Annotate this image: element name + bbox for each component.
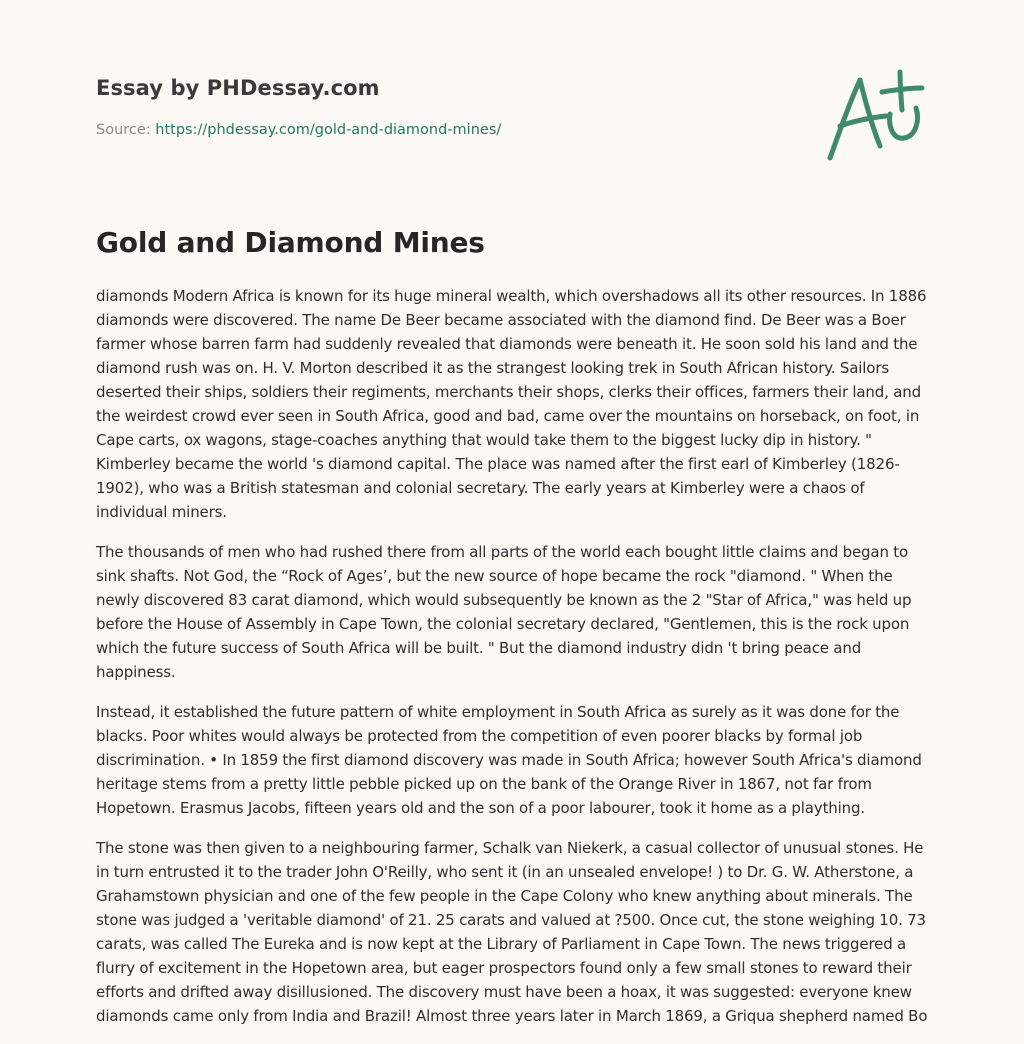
essay-body bbox=[96, 284, 932, 1044]
source-label: Source: bbox=[96, 122, 156, 138]
site-title: Essay by PHDessay.com bbox=[96, 76, 380, 100]
essay-paragraph: The thousands of men who had rushed there from all parts of the world each bought little claims and began to sink shafts. Not God, the “Rock of Ages’, but the new source of hope became the rock "diamond. " When the newly discovered 83 carat diamond, which would subsequently be known as the 2 "Star of Africa," was held up before the House of Assembly in Cape Town, the colonial secretary declared, "Gentlemen, this is the rock upon which the future success of South Africa will be built. " But the diamond industry didn 't bring peace and happiness. bbox=[96, 543, 912, 681]
source-link[interactable]: https://phdessay.com/gold-and-diamond-mines/ bbox=[155, 122, 502, 138]
essay-header bbox=[96, 76, 796, 138]
source-line bbox=[96, 122, 796, 138]
essay-paragraph: Instead, it established the future pattern of white employment in South Africa as surely as it was done for the blacks. Poor whites would always be protected from the competition of even poorer blacks by formal job discrimination. • In 1859 the first diamond discovery was made in South Africa; however South Africa's diamond heritage stems from a pretty little pebble picked up on the bank of the Orange River in 1867, not far from Hopetown. Erasmus Jacobs, fifteen years old and the son of a poor labourer, took it home as a plaything. bbox=[96, 703, 922, 817]
essay-paragraph: The stone was then given to a neighbouring farmer, Schalk van Niekerk, a casual collector of unusual stones. He in turn entrusted it to the trader John O'Reilly, who sent it (in an unsealed envelope! ) to Dr. G. W. Atherstone, a Grahamstown physician and one of the few people in the Cape Colony who knew anything about minerals. The stone was judged a 'veritable diamond' of 21. 25 carats and valued at ?500. Once cut, the stone weighing 10. 73 carats, was called The Eureka and is now kept at the Library of Parliament in Cape Town. The news triggered a flurry of excitement in the Hopetown area, but eager prospectors found only a few small stones to reward their efforts and drifted away disillusioned. The discovery must have been a hoax, it was suggested: everyone knew diamonds came only from India and Brazil! Almost three years later in March 1869, a Griqua shepherd named Bo bbox=[96, 839, 928, 1025]
essay-title: Gold and Diamond Mines bbox=[96, 226, 485, 259]
essay-paragraph: diamonds Modern Africa is known for its huge mineral wealth, which overshadows all its other resources. In 1886 diamonds were discovered. The name De Beer became associated with the diamond find. De Beer was a Boer farmer whose barren farm had suddenly revealed that diamonds were beneath it. He soon sold his land and the diamond rush was on. H. V. Morton described it as the strangest looking trek in South African history. Sailors deserted their ships, soldiers their regiments, merchants their shops, clerks their offices, farmers their land, and the weirdest crowd ever seen in South Africa, good and bad, came over the mountains on horseback, on foot, in Cape carts, ox wagons, stage-coaches anything that would take them to the biggest lucky dip in history. " Kimberley became the world 's diamond capital. The place was named after the first earl of Kimberley (1826-1902), who was a British statesman and colonial secretary. The early years at Kimberley were a chaos of individual miners. bbox=[96, 287, 927, 521]
a-plus-logo-icon bbox=[820, 66, 930, 166]
